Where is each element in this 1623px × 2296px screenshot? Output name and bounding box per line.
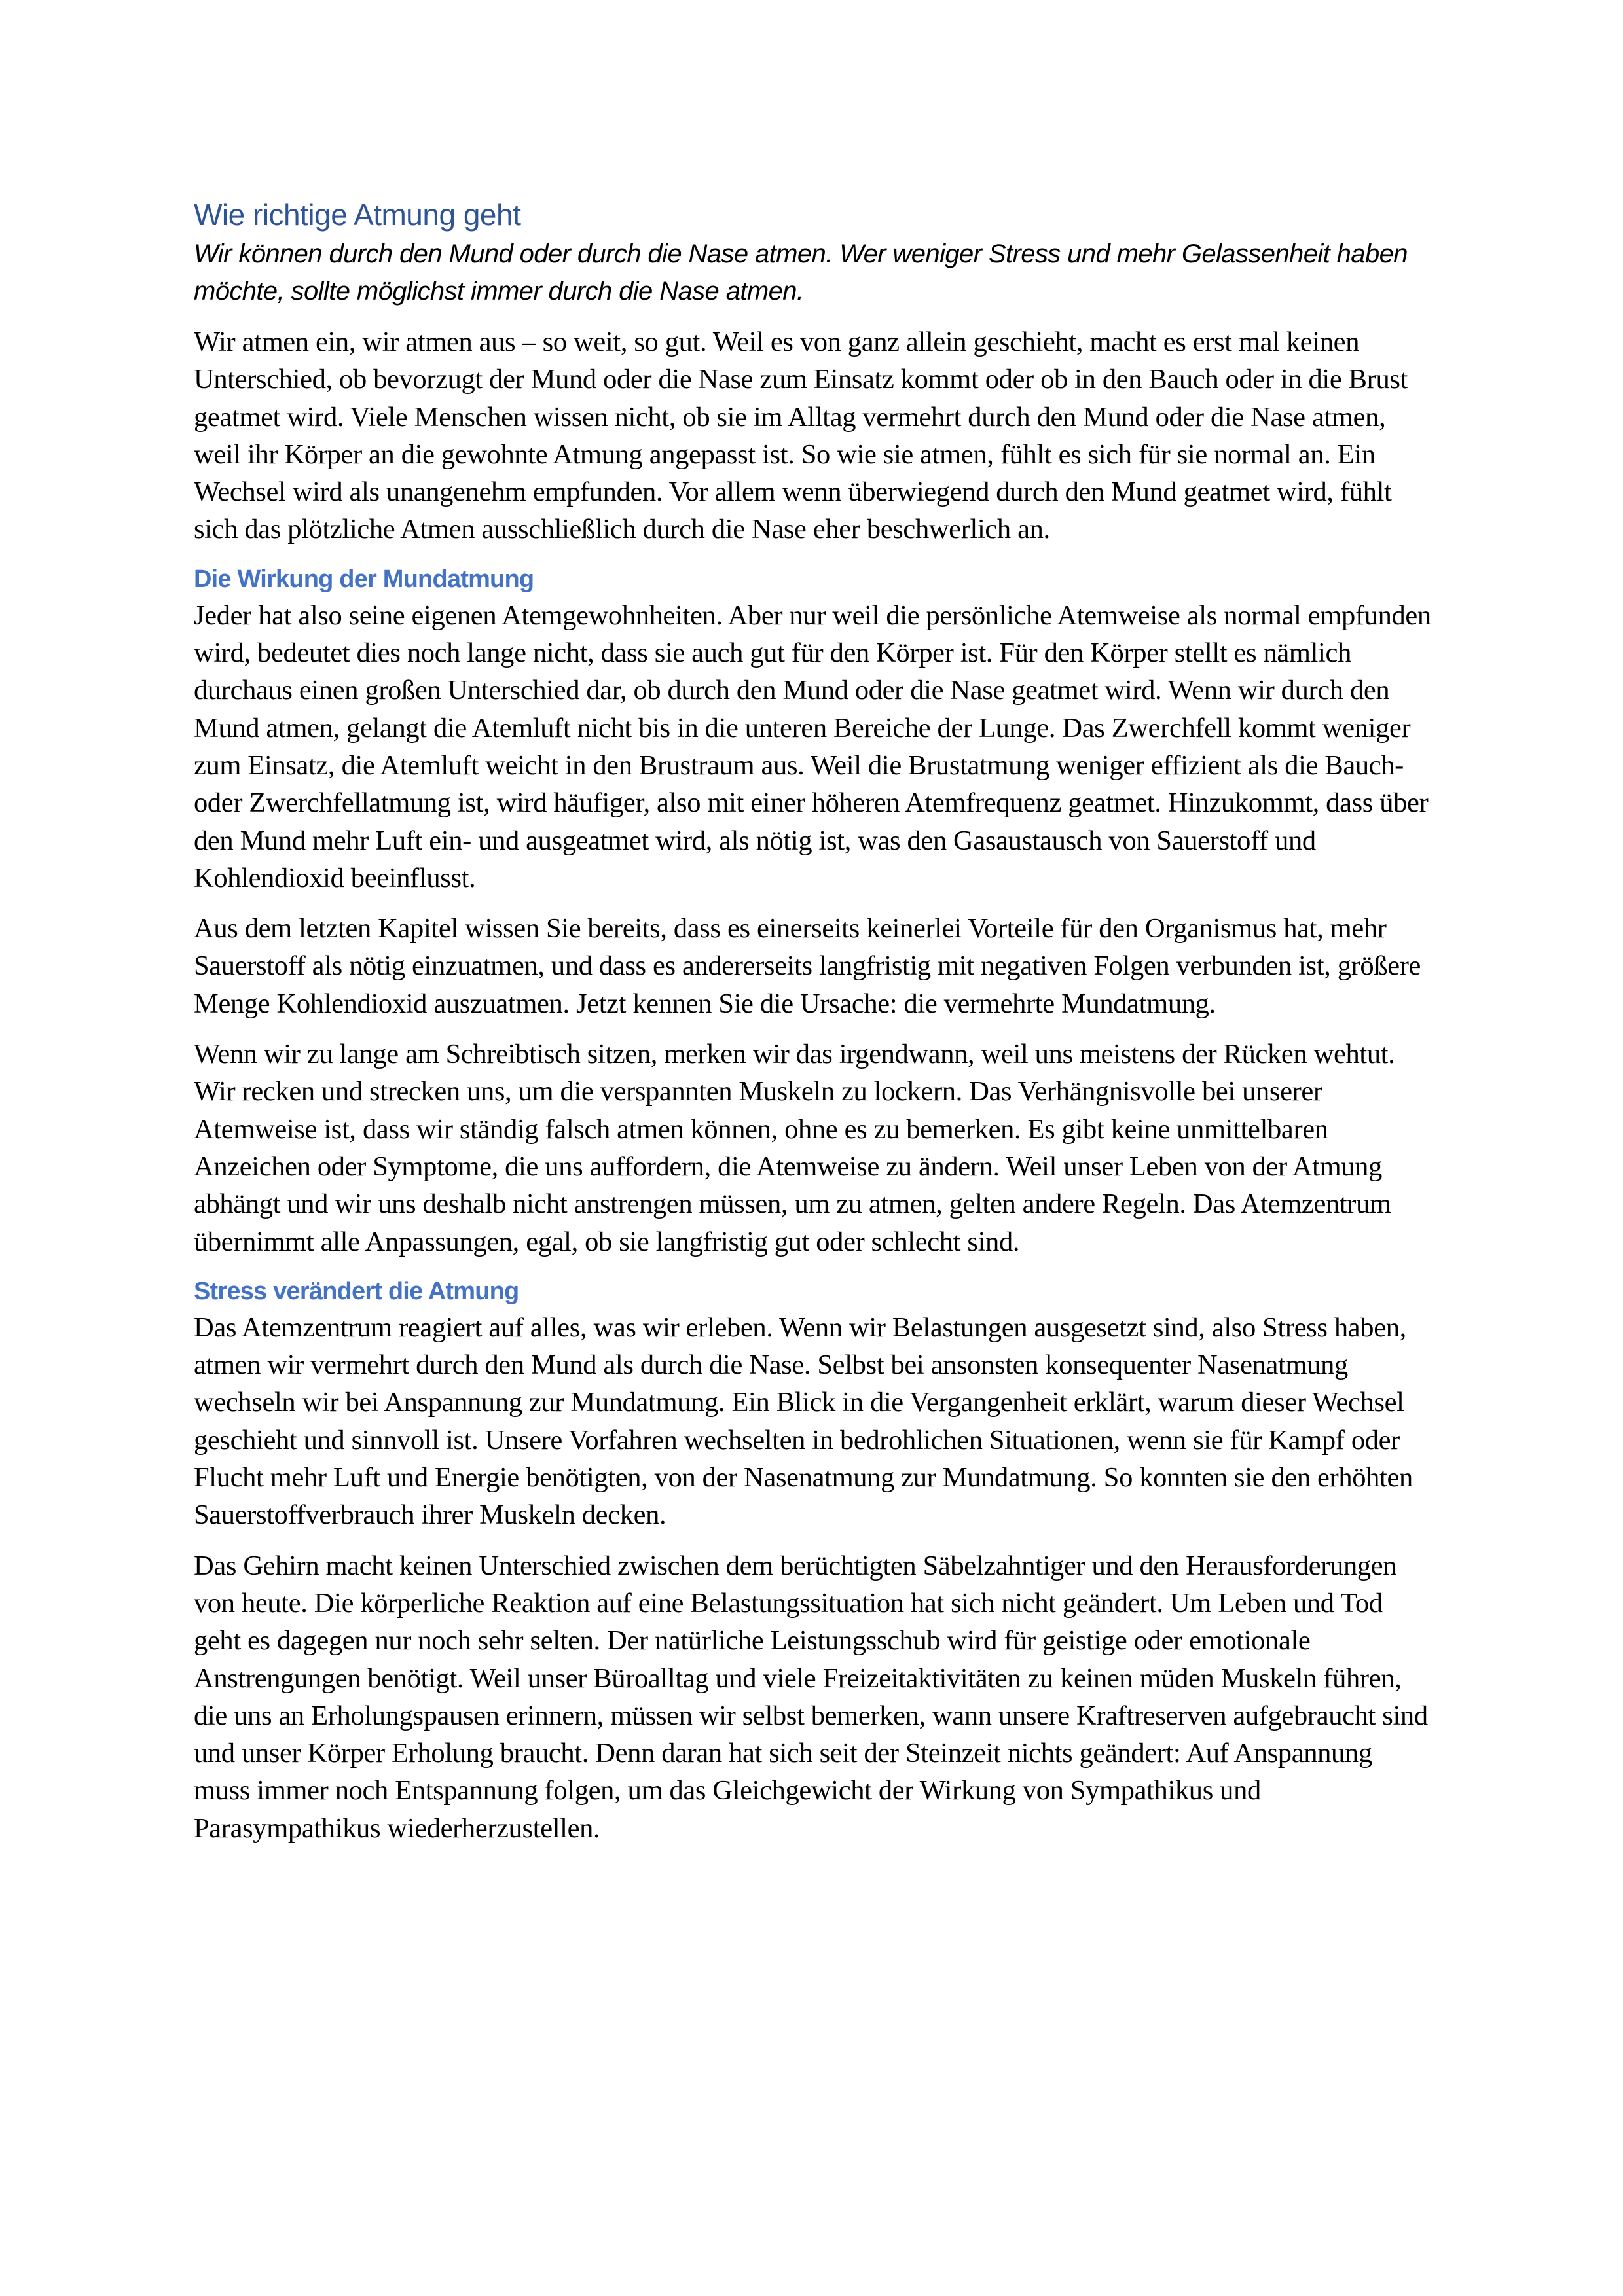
body-paragraph: Das Gehirn macht keinen Unterschied zwischen dem berüchtigten Säbelzahntiger und den Herausforderungen von heute. Die körperliche Reaktion auf eine Belastungssituation hat sich nicht geändert. Um Leben und Tod geht es dagegen nur noch sehr selten. Der natürliche Leistungsschub wird für geistige oder emotionale Anstrengungen benötigt. Weil unser Büroalltag und viele Freizeitaktivitäten zu keinen müden Muskeln führen, die uns an Erholungspausen erinnern, müssen wir selbst bemerken, wann unsere Kraftreserven aufgebraucht sind und unser Körper Erholung braucht. Denn daran hat sich seit der Steinzeit nichts geändert: Auf Anspannung muss immer noch Entspannung folgen, um das Gleichgewicht der Wirkung von Sympathikus und Parasympathikus wiederherzustellen. [194, 1550, 1428, 1844]
section-heading: Die Wirkung der Mundatmung [194, 565, 534, 593]
section-heading: Stress verändert die Atmung [194, 1277, 519, 1305]
section-mundatmung [194, 562, 1431, 1261]
body-paragraph: Jeder hat also seine eigenen Atemgewohnheiten. Aber nur weil die persönliche Atemweise als normal empfunden wird, bedeutet dies noch lange nicht, dass sie auch gut für den Körper ist. Für den Körper stellt es nämlich durchaus einen großen Unterschied dar, ob durch den Mund oder die Nase geatmet wird. Wenn wir durch den Mund atmen, gelangt die Atemluft nicht bis in die unteren Bereiche der Lunge. Das Zwerchfell kommt weniger zum Einsatz, die Atemluft weicht in den Brustraum aus. Weil die Brustatmung weniger effizient als die Bauch- oder Zwerchfellatmung ist, wird häufiger, also mit einer höheren Atemfrequenz geatmet. Hinzukommt, dass über den Mund mehr Luft ein- und ausgeatmet wird, als nötig ist, was den Gasaustausch von Sauerstoff und Kohlendioxid beeinflusst. [194, 600, 1431, 893]
body-paragraph: Wenn wir zu lange am Schreibtisch sitzen, merken wir das irgendwann, weil uns meistens der Rücken wehtut. Wir recken und strecken uns, um die verspannten Muskeln zu lockern. Das Verhängnisvolle bei unserer Atemweise ist, dass wir ständig falsch atmen können, ohne es zu bemerken. Es gibt keine unmittelbaren Anzeichen oder Symptome, die uns auffordern, die Atemweise zu ändern. Weil unser Leben von der Atmung abhängt und wir uns deshalb nicht anstrengen müssen, um zu atmen, gelten andere Regeln. Das Atemzentrum übernimmt alle Anpassungen, egal, ob sie langfristig gut oder schlecht sind. [194, 1039, 1395, 1257]
section-stress [194, 1274, 1431, 1847]
document-page [194, 194, 1431, 1860]
lead-paragraph: Wir können durch den Mund oder durch die Nase atmen. Wer weniger Stress und mehr Gelassenheit haben möchte, sollte möglichst immer durch die Nase atmen. [194, 240, 1408, 306]
body-paragraph: Das Atemzentrum reagiert auf alles, was wir erleben. Wenn wir Belastungen ausgesetzt sind, also Stress haben, atmen wir vermehrt durch den Mund als durch die Nase. Selbst bei ansonsten konsequenter Nasenatmung wechseln wir bei Anspannung zur Mundatmung. Ein Blick in die Vergangenheit erklärt, warum dieser Wechsel geschieht und sinnvoll ist. Unsere Vorfahren wechselten in bedrohlichen Situationen, wenn sie für Kampf oder Flucht mehr Luft und Energie benötigten, von der Nasenatmung zur Mundatmung. So konnten sie den erhöhten Sauerstoffverbrauch ihrer Muskeln decken. [194, 1312, 1413, 1531]
document-title: Wie richtige Atmung geht [194, 198, 521, 232]
body-paragraph: Aus dem letzten Kapitel wissen Sie bereits, dass es einerseits keinerlei Vorteile für den Organismus hat, mehr Sauerstoff als nötig einzuatmen, und dass es andererseits langfristig mit negativen Folgen verbunden ist, größere Menge Kohlendioxid auszuatmen. Jetzt kennen Sie die Ursache: die vermehrte Mundatmung. [194, 913, 1421, 1019]
intro-paragraph: Wir atmen ein, wir atmen aus – so weit, so gut. Weil es von ganz allein geschieht, macht es erst mal keinen Unterschied, ob bevorzugt der Mund oder die Nase zum Einsatz kommt oder ob in den Bauch oder in die Brust geatmet wird. Viele Menschen wissen nicht, ob sie im Alltag vermehrt durch den Mund oder die Nase atmen, weil ihr Körper an die gewohnte Atmung angepasst ist. So wie sie atmen, fühlt es sich für sie normal an. Ein Wechsel wird als unangenehm empfunden. Vor allem wenn überwiegend durch den Mund geatmet wird, fühlt sich das plötzliche Atmen ausschließlich durch die Nase eher beschwerlich an. [194, 327, 1408, 545]
